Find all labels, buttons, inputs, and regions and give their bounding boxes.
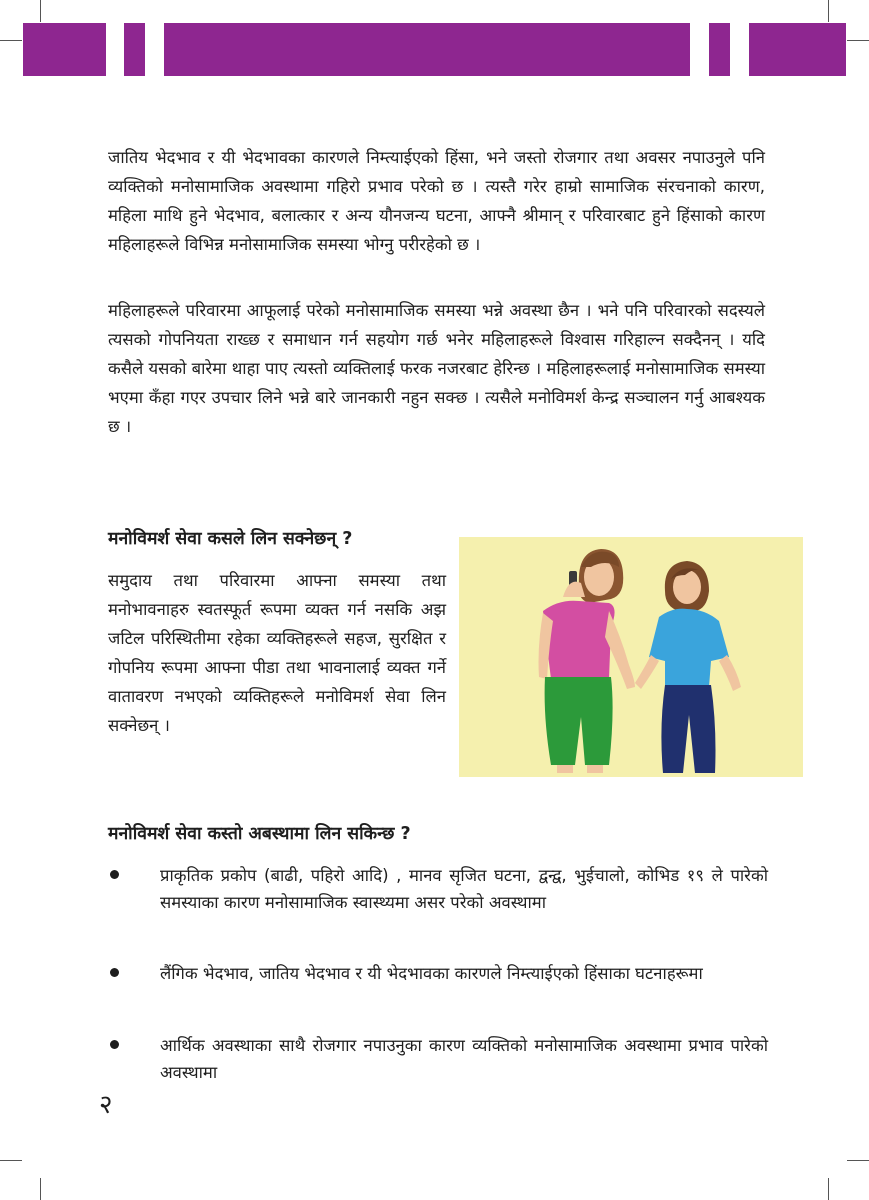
list-item-text: आर्थिक अवस्थाका साथै रोजगार नपाउनुका कारण व्यक्तिको मनोसामाजिक अवस्थामा प्रभाव पारेको अवस्थामा [160, 1036, 768, 1082]
crop-mark [0, 40, 22, 41]
intro-paragraph-1: जातिय भेदभाव र यी भेदभावका कारणले निम्त्याईएको हिंसा, भने जस्तो रोजगार तथा अवसर नपाउनुले पनि व्यक्तिको मनोसामाजिक अवस्थामा गहिरो प्रभाव परेको छ । त्यस्तै गरेर हाम्रो सामाजिक संरचनाको कारण, महिला माथि हुने भेदभाव, बलात्कार र अन्य यौनजन्य घटना, आफ्नै श्रीमान् र परिवारबाट हुने हिंसाको कारण महिलाहरूले विभिन्न मनोसामाजिक समस्या भोग्नु परीरहेको छ । [108, 148, 765, 254]
illustration-women-holding-hands [459, 537, 803, 777]
crop-mark [828, 1178, 829, 1200]
list-item [108, 960, 768, 987]
crop-mark [40, 1178, 41, 1200]
section-heading-when: मनोविमर्श सेवा कस्तो अबस्थामा लिन सकिन्छ ? [108, 824, 411, 844]
list-item [108, 1032, 768, 1086]
list-item [108, 862, 768, 916]
intro-paragraph-2: महिलाहरूले परिवारमा आफूलाई परेको मनोसामाजिक समस्या भन्ने अवस्था छैन । भने पनि परिवारको सदस्यले त्यसको गोपनियता राख्छ र समाधान गर्न सहयोग गर्छ भनेर महिलाहरूले विश्वास गरिहाल्न सक्दैनन् । यदि कसैले यसको बारेमा थाहा पाए त्यस्तो व्यक्तिलाई फरक नजरबाट हेरिन्छ । महिलाहरूलाई मनोसामाजिक समस्या भएमा कँहा गएर उपचार लिने भन्ने बारे जानकारी नहुन सक्छ । त्यसैले मनोविमर्श केन्द्र सञ्चालन गर्नु आबश्यक छ । [108, 301, 765, 436]
crop-mark [828, 0, 829, 22]
section-body-who: समुदाय तथा परिवारमा आफ्ना समस्या तथा मनोभावनाहरु स्वतस्फूर्त रूपमा व्यक्त गर्न नसकि अझ जटिल परिस्थितीमा रहेका व्यक्तिहरूले सहज, सुरक्षित र गोपनिय रूपमा आफ्ना पीडा तथा भावनालाई व्यक्त गर्ने वातावरण नभएको व्यक्तिहरूले मनोविमर्श सेवा लिन सक्नेछन् । [108, 571, 446, 735]
crop-mark [847, 1160, 869, 1161]
bullet-icon [110, 968, 119, 977]
header-band [23, 23, 106, 76]
header-band [164, 23, 690, 76]
crop-mark [0, 1160, 22, 1161]
bullet-icon [110, 1040, 119, 1049]
list-item-text: प्राकृतिक प्रकोप (बाढी, पहिरो आदि) , मानव सृजित घटना, द्वन्द्व, भुईचालो, कोभिड १९ ले पारेको समस्याका कारण मनोसामाजिक स्वास्थ्यमा असर परेको अवस्थामा [160, 866, 768, 912]
section-heading-who: मनोविमर्श सेवा कसले लिन सक्नेछन् ? [108, 529, 353, 549]
crop-mark [40, 0, 41, 22]
header-band [749, 23, 846, 76]
crop-mark [847, 40, 869, 41]
header-band [709, 23, 730, 76]
list-item-text: लैंगिक भेदभाव, जातिय भेदभाव र यी भेदभावका कारणले निम्त्याईएको हिंसाका घटनाहरूमा [160, 964, 703, 983]
illustration-drawing [459, 537, 803, 777]
header-band [124, 23, 145, 76]
page-number: २ [99, 1090, 113, 1120]
bullet-icon [110, 870, 119, 879]
